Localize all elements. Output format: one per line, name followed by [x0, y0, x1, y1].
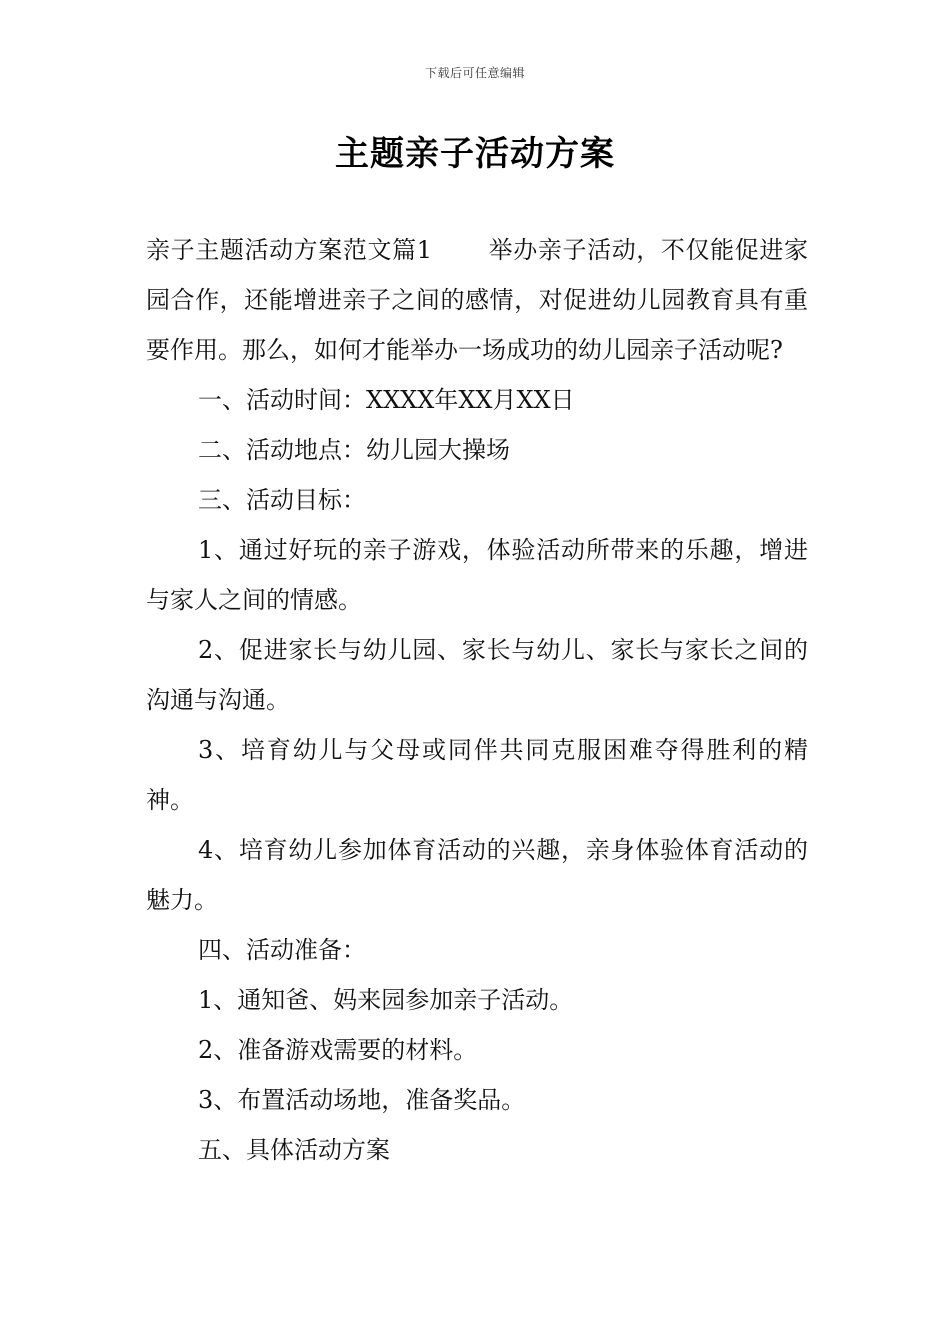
intro-text: 举办亲子活动，不仅能促进家园合作，还能增进亲子之间的感情，对促进幼儿园教育具有重要作用。那么，如何才能举办一场成功的幼儿园亲子活动呢?: [146, 236, 808, 364]
section-time: 一、活动时间：XXXX年XX月XX日: [198, 386, 575, 414]
document-title: 主题亲子活动方案: [335, 134, 615, 174]
section-goals-heading: 三、活动目标：: [198, 486, 366, 514]
prep-item-2: 2、准备游戏需要的材料。: [198, 1036, 478, 1064]
prep-item-1: 1、通知爸、妈来园参加亲子活动。: [198, 986, 574, 1014]
intro-label: 亲子主题活动方案范文篇1: [146, 236, 433, 264]
goal-item-3: 3、培育幼儿与父母或同伴共同克服困难夺得胜利的精神。: [146, 736, 808, 814]
header-note: 下载后可任意编辑: [424, 66, 525, 80]
intro-paragraph: [146, 225, 808, 375]
prep-item-3: 3、布置活动场地，准备奖品。: [198, 1086, 526, 1114]
goal-item-4: 4、培育幼儿参加体育活动的兴趣，亲身体验体育活动的魅力。: [146, 836, 808, 914]
goal-item-2: 2、促进家长与幼儿园、家长与幼儿、家长与家长之间的沟通与沟通。: [146, 636, 808, 714]
section-preparation-heading: 四、活动准备：: [198, 936, 366, 964]
section-location: 二、活动地点：幼儿园大操场: [198, 436, 510, 464]
section-plan-heading: 五、具体活动方案: [198, 1136, 390, 1164]
goal-item-1: 1、通过好玩的亲子游戏，体验活动所带来的乐趣，增进与家人之间的情感。: [146, 536, 808, 614]
document-body: [146, 225, 808, 1175]
